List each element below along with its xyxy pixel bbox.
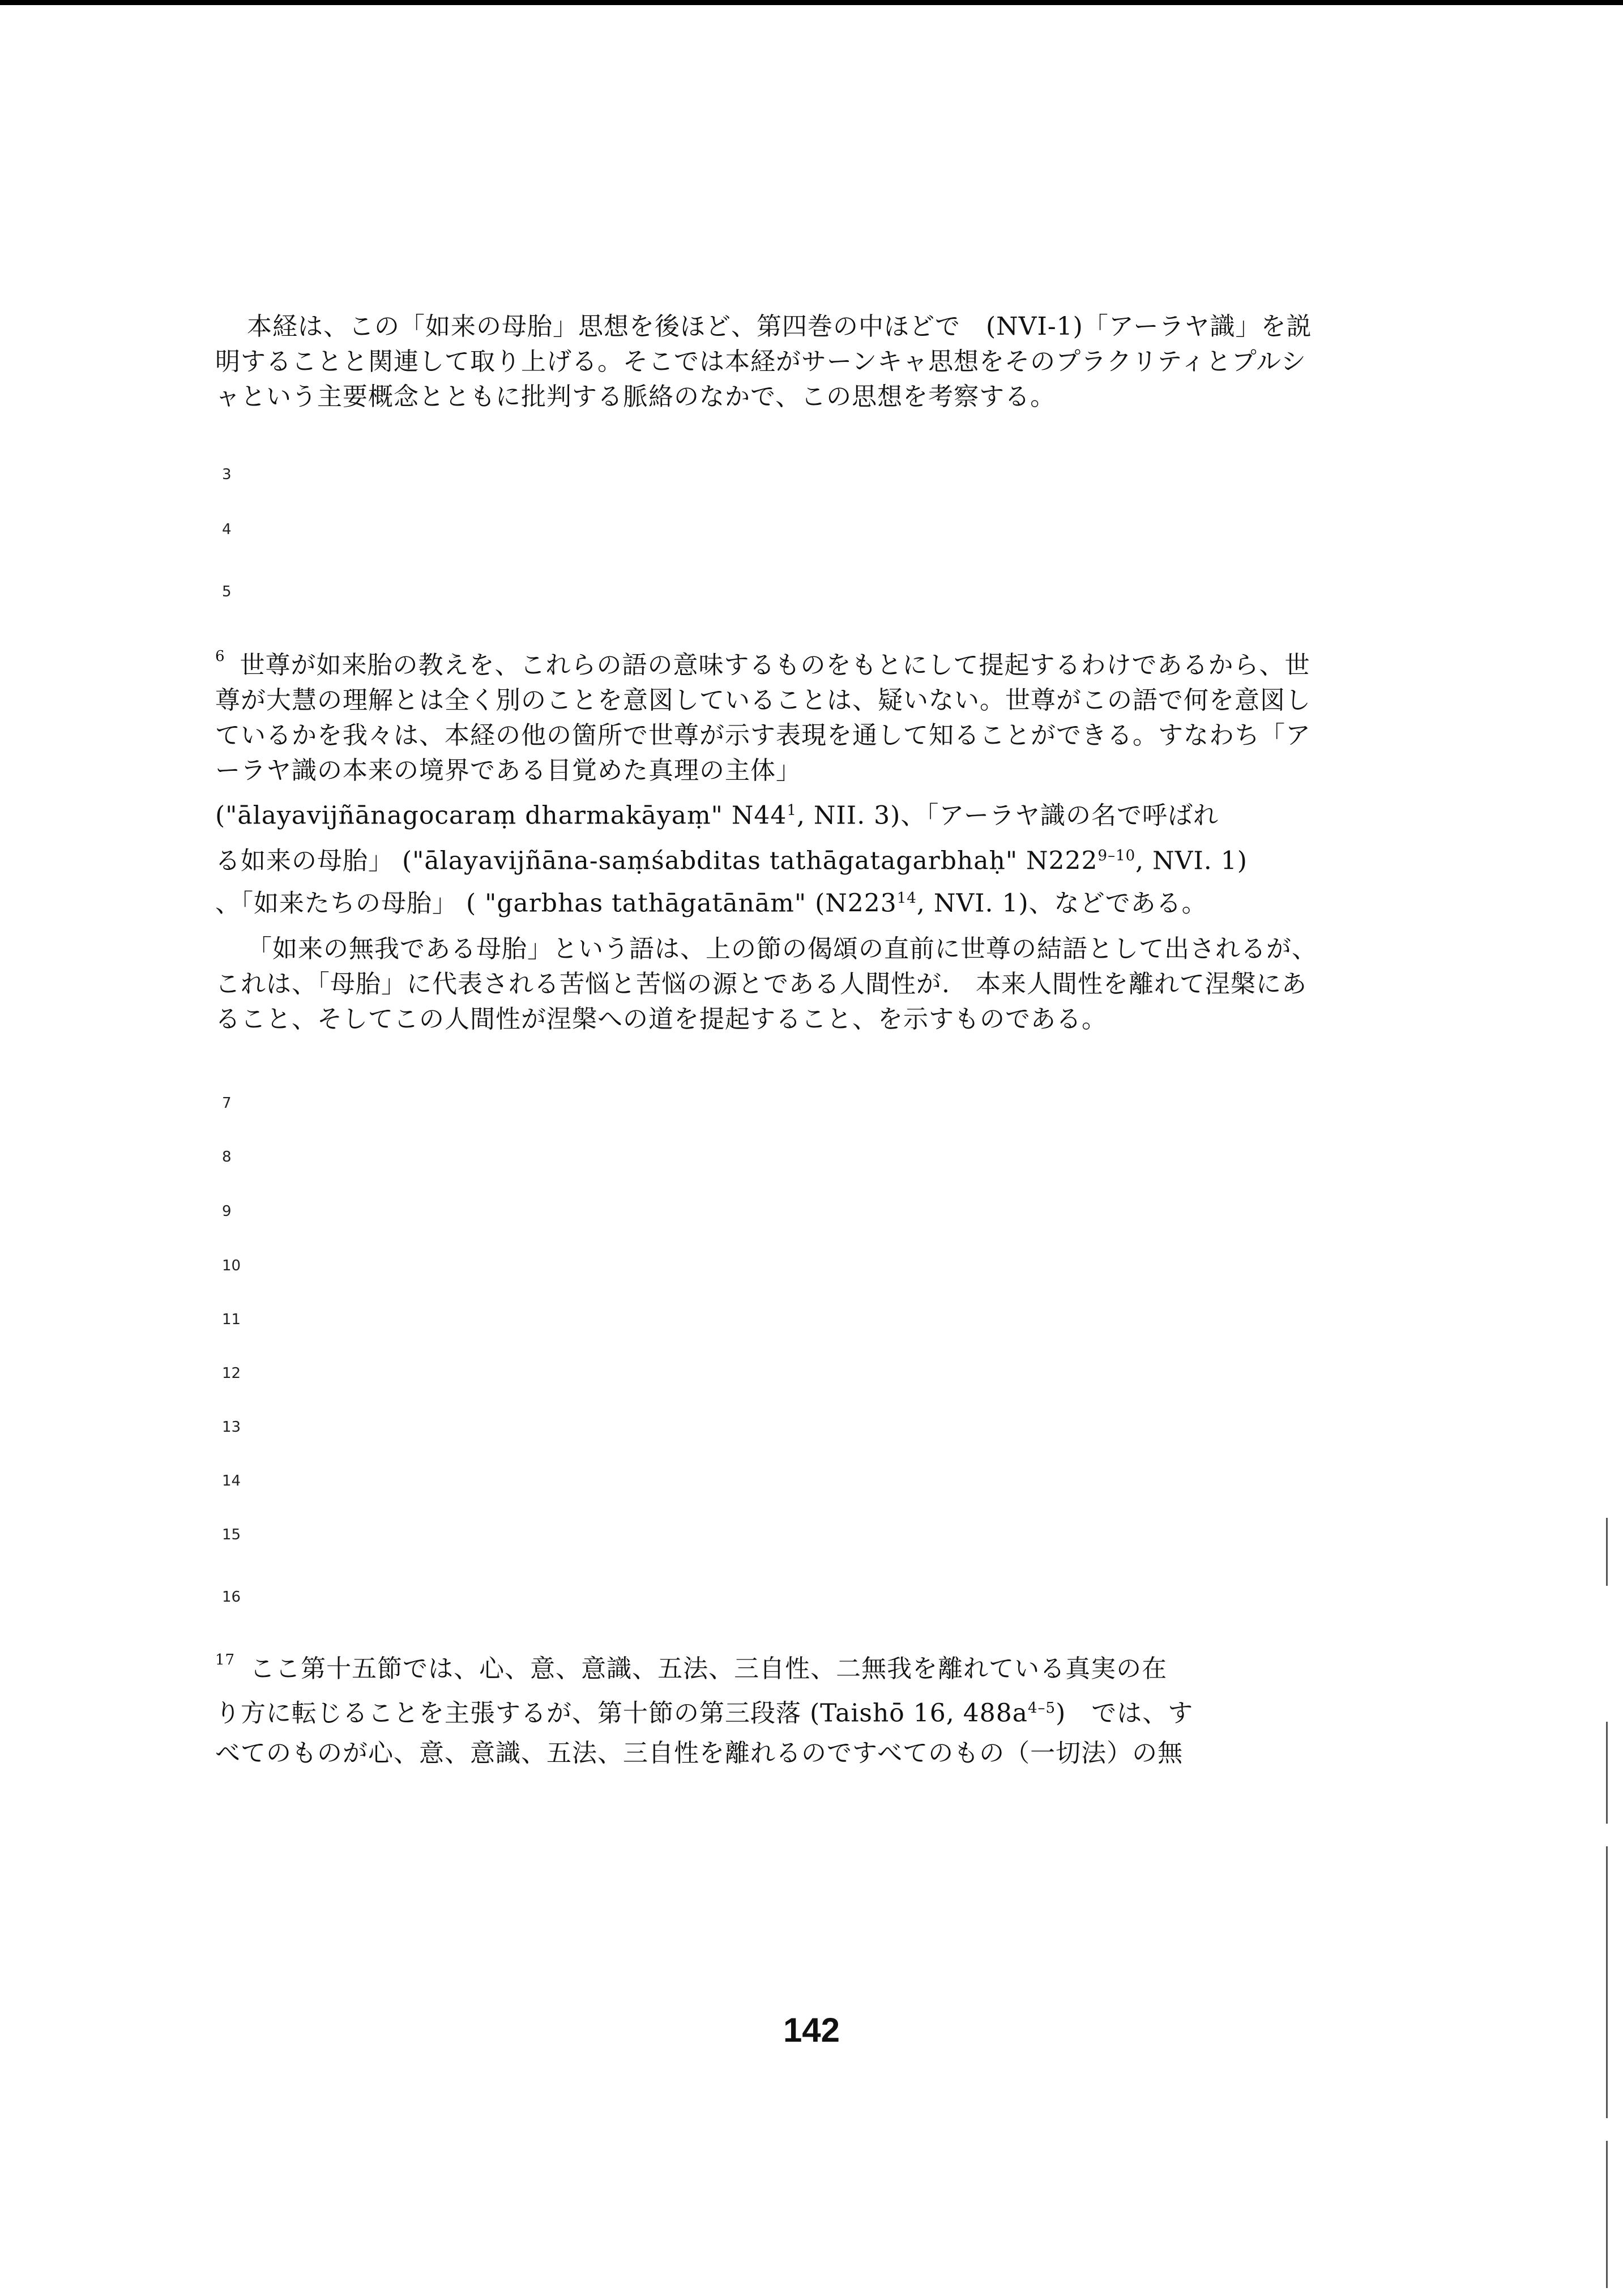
footnote-6-text: 世尊が如来胎の教えを、これらの語の意味するものをもとにして提起するわけであるから、世尊が大慧の理解とは全く別のことを意図していることは、疑いない。世尊がこの語で何を意図しているかを我々は、本経の他の箇所で世尊が示す表現を通して知ることができる。すなわち「アーラヤ識の本来の境界である目覚めた真理の主体」: [215, 651, 1311, 785]
line-number: 15: [222, 1526, 241, 1543]
line-number: 12: [222, 1365, 241, 1382]
citation-superscript: 1: [787, 802, 797, 819]
footnote-mark: 17: [215, 1651, 236, 1668]
line-number: 4: [222, 521, 232, 538]
footnote-17-text: り方に転じることを主張するが、第十節の第三段落 (Taishō 16, 488a: [215, 1698, 1028, 1728]
scan-margin-line: [1606, 1722, 1608, 1824]
citation-text: , NVI. 1): [1135, 846, 1248, 876]
body-paragraph-2: 「如来の無我である母胎」という語は、上の節の偈頌の直前に世尊の結語として出されるが、これは、「母胎」に代表される苦悩と苦悩の源とである人間性が. 本来人間性を離れて涅槃にあること、そしてこの人間性が涅槃への道を提起すること、を示すものである。: [215, 934, 1317, 1034]
citation-text: , NII. 3)、「アーラヤ識の名で呼ばれ: [796, 801, 1219, 830]
line-number: 3: [222, 466, 232, 483]
citation-text: 、「如来たちの母胎」 ( "garbhas tathāgatānām" (N223: [215, 889, 897, 918]
body-paragraph-1: 本経は、この「如来の母胎」思想を後ほど、第四巻の中ほどで (NVI-1)「アーラヤ識」を説明することと関連して取り上げる。そこでは本経がサーンキャ思想をそのプラクリティとプルシャという主要概念とともに批判する脈絡のなかで、この思想を考察する。: [215, 312, 1312, 411]
citation-superscript: 9–10: [1097, 847, 1136, 864]
line-number: 9: [222, 1203, 232, 1220]
footnote-17-line-2: [215, 1691, 1319, 1731]
citation-text: , NVI. 1)、などである。: [916, 889, 1207, 918]
line-number: 11: [222, 1311, 241, 1328]
citation-line-1: [215, 793, 1319, 834]
citation-line-2: [215, 838, 1319, 879]
citation-superscript: 4–5: [1027, 1700, 1056, 1717]
citation-text: ("ālayavijñānagocaraṃ dharmakāyaṃ" N44: [215, 801, 787, 830]
line-number: 5: [222, 583, 232, 600]
footnote-6: [215, 639, 1319, 788]
footnote-17-line-1: [215, 1642, 1319, 1687]
line-number: 13: [222, 1419, 241, 1436]
footnote-17-text: ) では、す: [1056, 1698, 1194, 1728]
line-number: 8: [222, 1149, 232, 1166]
scan-margin-line: [1606, 1518, 1608, 1586]
line-number: 14: [222, 1473, 241, 1490]
line-number: 7: [222, 1095, 232, 1112]
footnote-mark: 6: [215, 648, 225, 665]
citation-line-3: [215, 881, 1319, 921]
scan-margin-line: [1606, 1846, 1608, 2118]
line-number: 16: [222, 1589, 241, 1606]
citation-superscript: 14: [896, 890, 917, 907]
citation-text: る如来の母胎」 ("ālayavijñāna-saṃśabditas tathāgatagarbhaḥ" N222: [215, 846, 1098, 876]
line-number: 10: [222, 1257, 241, 1274]
top-border-rule: [0, 0, 1623, 5]
page-number: 142: [783, 2011, 840, 2049]
footnote-17-text: ここ第十五節では、心、意、意識、五法、三自性、二無我を離れている真実の在: [250, 1654, 1168, 1683]
footnote-17-line-3: べてのものが心、意、意識、五法、三自性を離れるのですべてのもの（一切法）の無: [215, 1739, 1184, 1768]
scan-margin-line: [1606, 2141, 1608, 2288]
